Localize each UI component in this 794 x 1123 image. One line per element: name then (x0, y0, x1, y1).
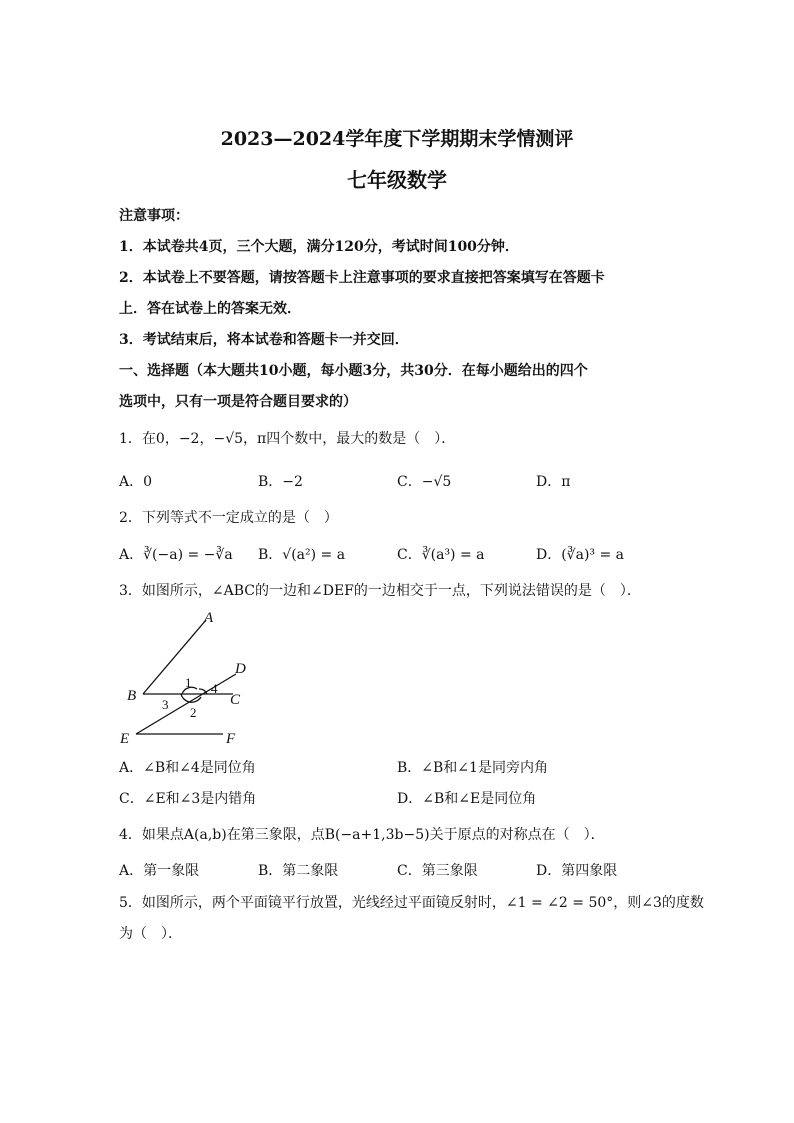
label-angle-1: 1 (185, 675, 192, 690)
exam-subtitle: 七年级数学 (347, 168, 447, 192)
note-item-2: 2．本试卷上不要答题，请按答题卡上注意事项的要求直接把答案填写在答题卡 (119, 270, 605, 286)
q4-option-a: A．第一象限 (119, 863, 200, 879)
q1-stem-part-d: π四个数中，最大的数是（ ）． (257, 431, 456, 447)
label-angle-3: 3 (162, 697, 169, 712)
label-angle-2: 2 (190, 705, 197, 720)
exam-title: 2023—2024学年度下学期期末学情测评 (220, 128, 574, 150)
q4-option-b: B．第二象限 (258, 863, 339, 879)
q5-stem: 5．如图所示，两个平面镜平行放置，光线经过平面镜反射时，∠1 = ∠2 = 50°，则∠3的度数 (119, 895, 704, 911)
q1-option-a: A．0 (119, 474, 153, 490)
q2-option-d: D．(∛a)³ = a (536, 547, 625, 563)
label-b: B (127, 688, 137, 704)
section1-heading-continued: 选项中，只有一项是符合题目要求的） (119, 394, 357, 410)
q4-stem: 4．如果点A(a,b)在第三象限，点B(−a+1,3b−5)关于原点的对称点在（ ）． (119, 827, 605, 843)
note-item-3: 3．考试结束后，将本试卷和答题卡一并交回． (119, 332, 409, 348)
section1-heading: 一、选择题（本大题共10小题，每小题3分，共30分．在每小题给出的四个 (119, 363, 588, 379)
q2-stem: 2．下列等式不一定成立的是（ ） (119, 510, 338, 526)
q1-stem-part-c: −√5， (213, 431, 258, 447)
label-angle-4: 4 (211, 681, 218, 696)
note-item-1: 1．本试卷共4页，三个大题，满分120分，考试时间100分钟． (119, 239, 519, 255)
q1-stem-part-a: 1．在0， (119, 431, 179, 447)
q3-option-c: C．∠E和∠3是内错角 (119, 791, 257, 807)
q5-stem-continued: 为（ ）． (119, 926, 182, 942)
label-e: E (120, 731, 130, 747)
label-c: C (230, 692, 241, 708)
q3-option-a: A．∠B和∠4是同位角 (119, 760, 256, 776)
q1-stem-part-b: −2， (178, 431, 214, 447)
q3-angle-figure (112, 603, 262, 748)
label-d: D (235, 661, 246, 677)
q4-option-d: D．第四象限 (536, 863, 618, 879)
q1-stem (119, 430, 455, 448)
q3-option-b: B．∠B和∠1是同旁内角 (397, 760, 548, 776)
q1-option-c: C．−√5 (397, 474, 452, 490)
q1-option-b: B．−2 (258, 474, 303, 490)
q2-option-a: A．∛(−a) = −∛a (119, 547, 233, 563)
q4-option-c: C．第三象限 (397, 863, 478, 879)
label-f: F (226, 731, 236, 747)
q2-option-b: B．√(a²) = a (258, 547, 346, 563)
label-a: A (204, 610, 214, 626)
q3-stem: 3．如图所示，∠ABC的一边和∠DEF的一边相交于一点，下列说法错误的是（ ）． (119, 583, 641, 599)
note-item-2-continued: 上．答在试卷上的答案无效． (119, 301, 301, 317)
ray-ba (143, 620, 206, 694)
q2-option-c: C．∛(a³) = a (397, 547, 485, 563)
notes-heading: 注意事项： (119, 208, 189, 224)
q1-option-d: D．π (536, 474, 571, 490)
q3-option-d: D．∠B和∠E是同位角 (397, 791, 537, 807)
